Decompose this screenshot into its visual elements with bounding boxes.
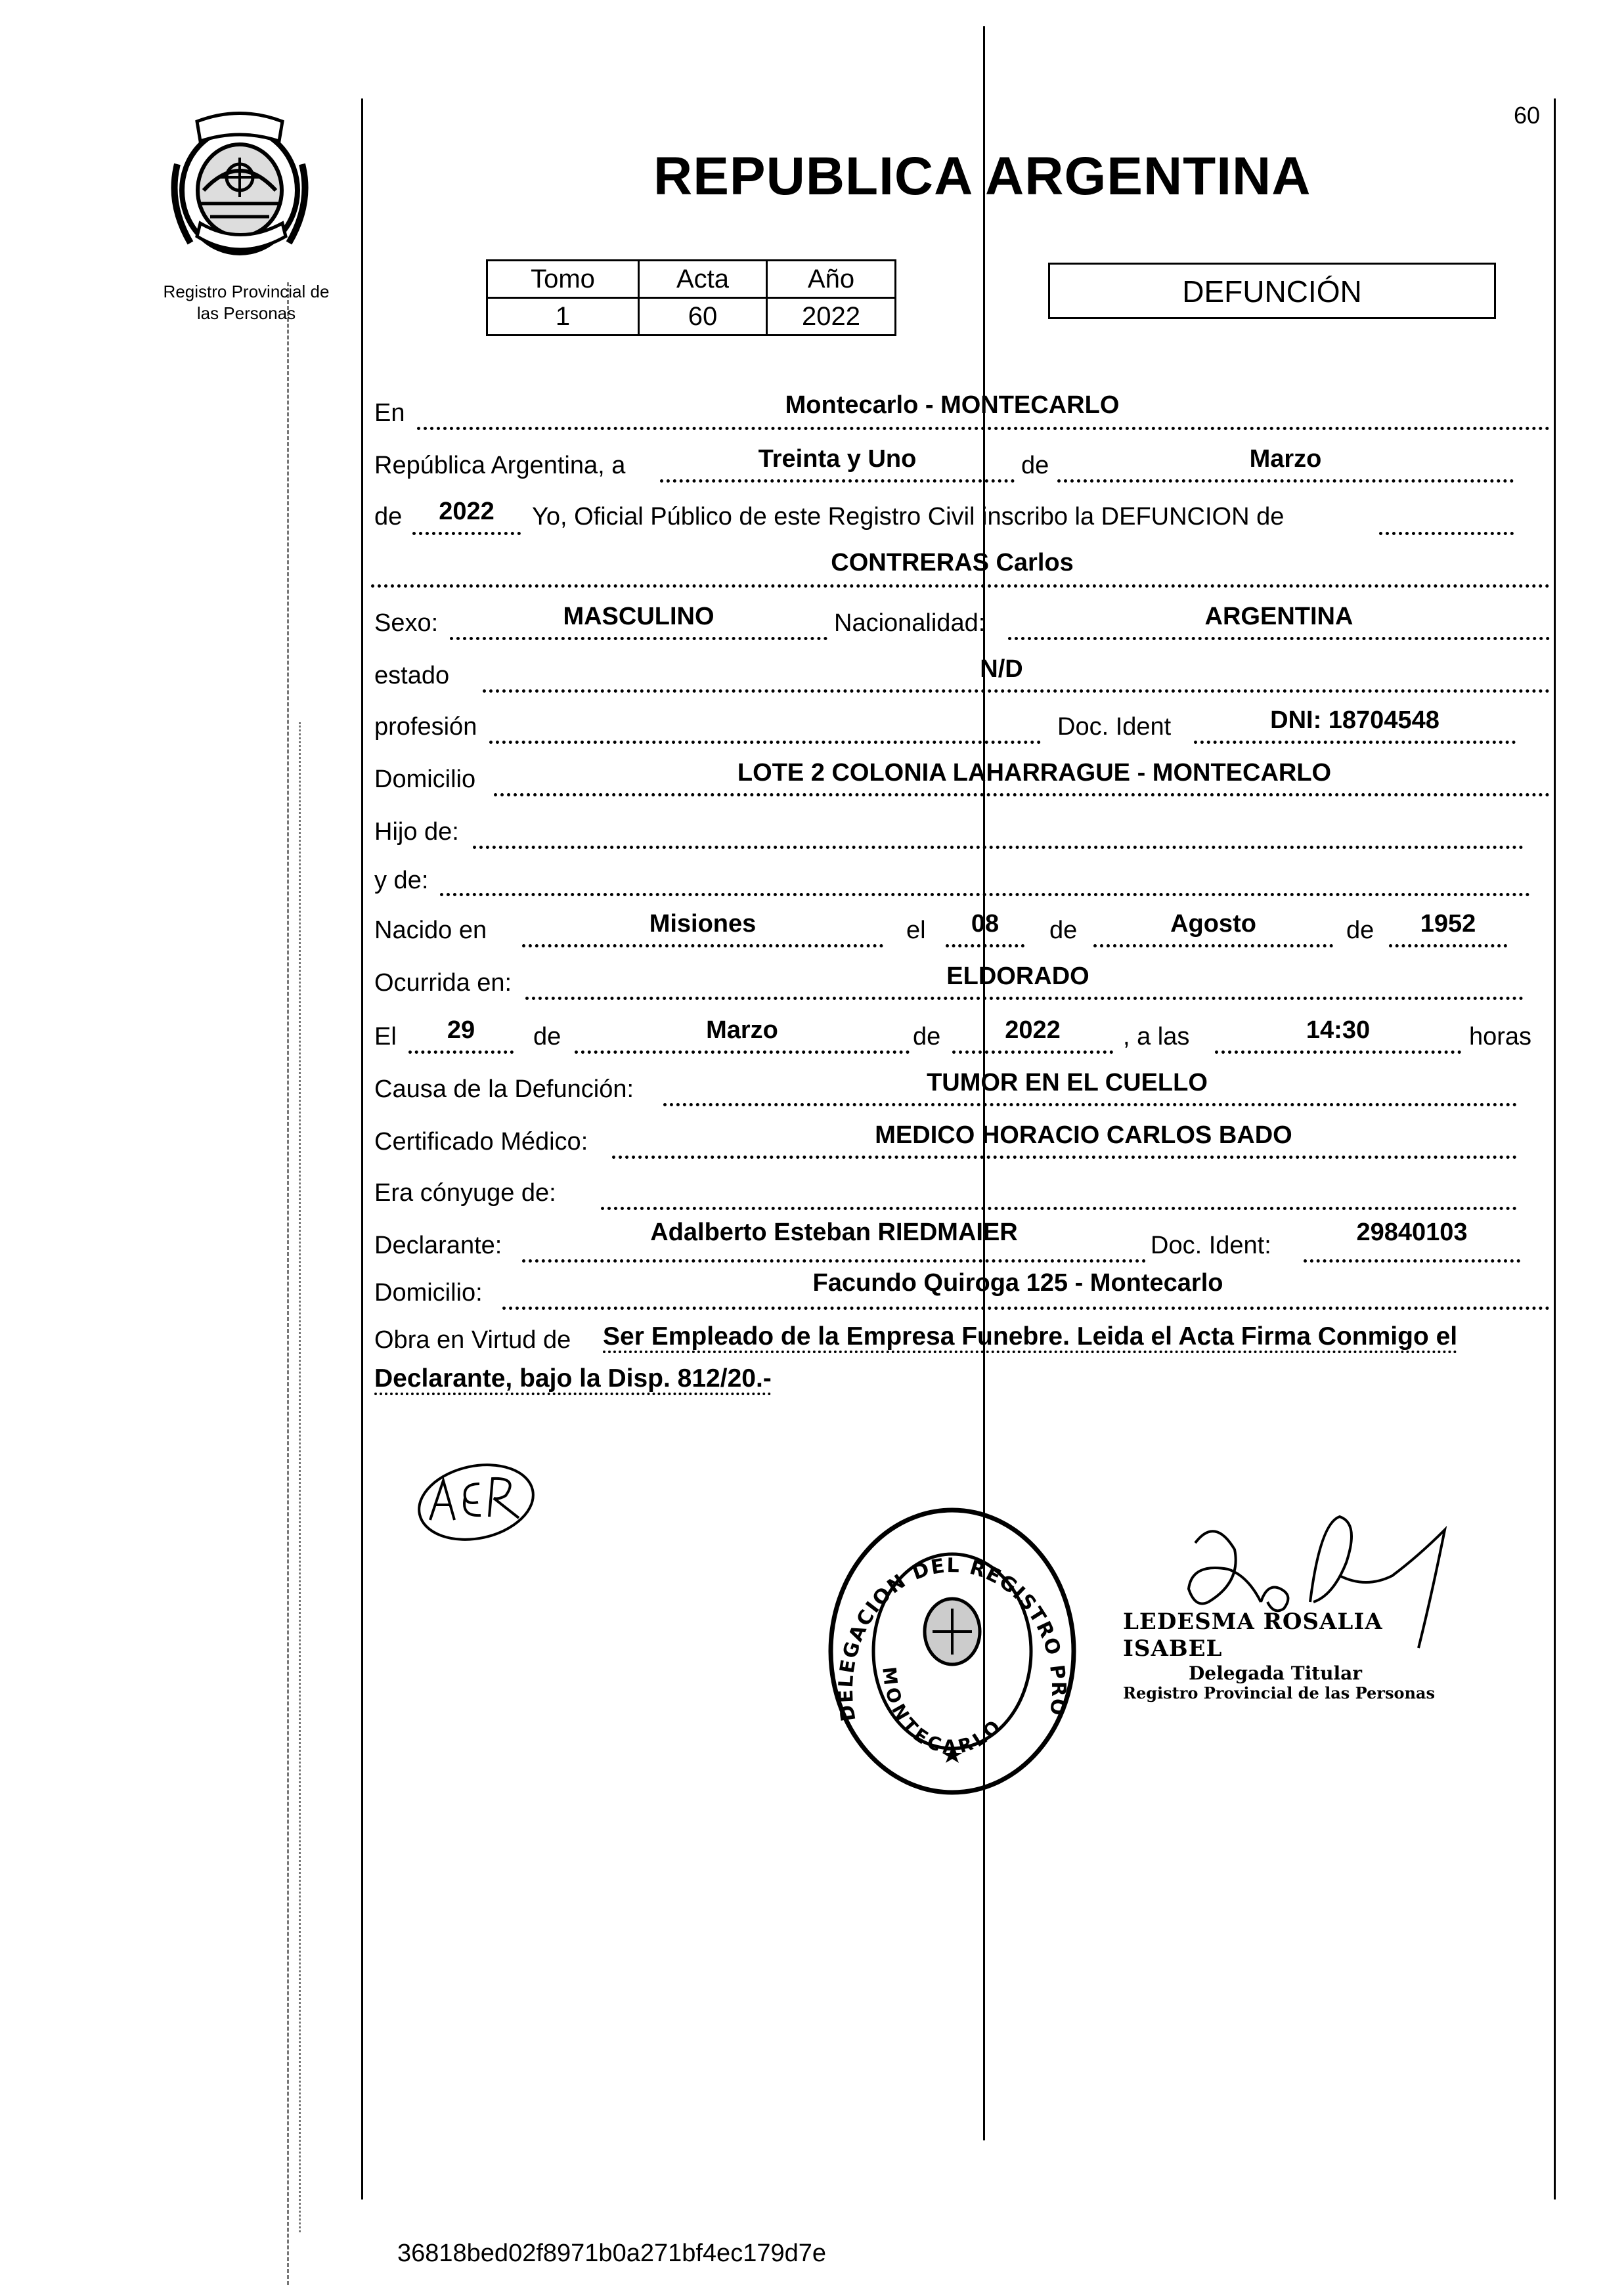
- sexo-value: MASCULINO: [563, 603, 715, 630]
- day-words-value: Treinta y Uno: [758, 445, 917, 473]
- month-value: Marzo: [1249, 445, 1322, 473]
- frame-left-line: [361, 98, 363, 2199]
- frame-right-line: [1554, 98, 1556, 2199]
- muerte-anio-value: 2022: [1005, 1016, 1061, 1044]
- republica-label: República Argentina, a: [374, 452, 626, 479]
- el2-label: El: [374, 1023, 397, 1051]
- declarante-label: Declarante:: [374, 1232, 502, 1259]
- inscribe-text: Yo, Oficial Público de este Registro Civil inscribo la DEFUNCION de: [532, 503, 1285, 531]
- ocurrida-dots: [525, 997, 1524, 1000]
- anio-value: 2022: [767, 298, 896, 336]
- domicilio-value: LOTE 2 COLONIA LAHARRAGUE - MONTECARLO: [737, 759, 1332, 787]
- sexo-label: Sexo:: [374, 609, 439, 637]
- month-dots: [1057, 479, 1514, 483]
- page-number: 60: [1514, 102, 1541, 129]
- record-table: [486, 259, 896, 336]
- tomo-header: Tomo: [487, 261, 639, 298]
- deceased-name: CONTRERAS Carlos: [831, 549, 1074, 576]
- declarante-value: Adalberto Esteban RIEDMAIER: [650, 1219, 1018, 1246]
- handwritten-initials: [414, 1458, 539, 1543]
- el-label: el: [906, 917, 926, 944]
- de-year-label: de: [374, 503, 403, 531]
- official-org: Registro Provincial de las Personas: [1123, 1683, 1435, 1703]
- yde-dots: [440, 893, 1530, 896]
- stamp-city-text: MONTECARLO: [878, 1666, 1008, 1758]
- horas-label: horas: [1469, 1023, 1532, 1051]
- nacido-anio-dots: [1389, 944, 1507, 947]
- certificado-value: MEDICO HORACIO CARLOS BADO: [875, 1121, 1292, 1149]
- year-value: 2022: [439, 498, 495, 525]
- registry-caption-line1: Registro Provincial de: [163, 282, 330, 301]
- nacionalidad-value: ARGENTINA: [1204, 603, 1353, 630]
- nacido-lugar-dots: [522, 944, 883, 947]
- year-dots: [412, 532, 521, 535]
- official-name: LEDESMA ROSALIA ISABEL: [1123, 1609, 1383, 1662]
- hijo-label: Hijo de:: [374, 818, 459, 846]
- nacido-label: Nacido en: [374, 917, 487, 944]
- nacido-mes-dots: [1093, 944, 1333, 947]
- muerte-anio-dots: [952, 1051, 1113, 1054]
- initials-scribble-icon: [414, 1458, 539, 1543]
- nacido-dia-value: 08: [971, 910, 1000, 938]
- doc-label: Doc. Ident: [1057, 713, 1172, 741]
- tomo-value: 1: [487, 298, 639, 336]
- de-mes-label: de: [1049, 917, 1078, 944]
- stamp-ring-text: DELEGACION DEL REGISTRO PRO: [834, 1554, 1070, 1723]
- day-dots: [660, 479, 1015, 483]
- hora-dots: [1215, 1051, 1461, 1054]
- domicilio2-label: Domicilio:: [374, 1279, 483, 1307]
- profesion-dots: [489, 741, 1041, 744]
- causa-value: TUMOR EN EL CUELLO: [927, 1069, 1208, 1096]
- svg-text:MONTECARLO: [878, 1666, 1007, 1758]
- record-type: DEFUNCIÓN: [1182, 274, 1362, 309]
- hijo-dots: [473, 846, 1524, 849]
- yde-label: y de:: [374, 867, 429, 894]
- inscribe-dots: [1379, 532, 1514, 535]
- doc2-value: 29840103: [1356, 1219, 1468, 1246]
- domicilio-dots: [494, 793, 1550, 796]
- nacionalidad-label: Nacionalidad:: [834, 609, 986, 637]
- doc-dots: [1194, 741, 1516, 744]
- anio-header: Año: [767, 261, 896, 298]
- hora-value: 14:30: [1306, 1016, 1371, 1044]
- profesion-label: profesión: [374, 713, 477, 741]
- page-title: REPUBLICA ARGENTINA: [653, 146, 1311, 206]
- official-stamp-text: [1123, 1609, 1478, 1703]
- domicilio-label: Domicilio: [374, 766, 476, 793]
- left-margin-line: [287, 282, 289, 2285]
- de-muerte-anio-label: de: [913, 1023, 941, 1051]
- record-type-box: [1048, 263, 1496, 319]
- alas-label: , a las: [1123, 1023, 1190, 1051]
- document-hash: 36818bed02f8971b0a271bf4ec179d7e: [397, 2240, 826, 2267]
- de-muerte-mes-label: de: [533, 1023, 561, 1051]
- declarante-dots: [522, 1259, 1146, 1263]
- acta-header: Acta: [639, 261, 767, 298]
- doc2-dots: [1304, 1259, 1520, 1263]
- place-value: Montecarlo - MONTECARLO: [785, 391, 1120, 419]
- en-dots: [417, 427, 1550, 430]
- nacido-anio-value: 1952: [1420, 910, 1476, 938]
- doc2-label: Doc. Ident:: [1151, 1232, 1271, 1259]
- en-label: En: [374, 399, 405, 427]
- nacido-lugar-value: Misiones: [649, 910, 757, 938]
- left-edge-marks: [299, 722, 301, 2232]
- sexo-dots: [450, 637, 827, 640]
- de-anio-label: de: [1346, 917, 1374, 944]
- nacido-mes-value: Agosto: [1170, 910, 1256, 938]
- muerte-dia-value: 29: [447, 1016, 475, 1044]
- conyuge-dots: [601, 1207, 1517, 1210]
- name-dots: [371, 584, 1550, 588]
- nacido-dia-dots: [946, 944, 1024, 947]
- muerte-dia-dots: [408, 1051, 514, 1054]
- nacionalidad-dots: [1008, 637, 1550, 640]
- de-label: de: [1021, 452, 1049, 479]
- certificado-dots: [612, 1156, 1517, 1159]
- record-table-values: [487, 298, 896, 336]
- obra-line1: Ser Empleado de la Empresa Funebre. Leida el Acta Firma Conmigo el: [603, 1322, 1458, 1351]
- domicilio2-dots: [502, 1307, 1550, 1310]
- province-seal: [164, 112, 315, 263]
- conyuge-label: Era cónyuge de:: [374, 1179, 556, 1207]
- domicilio2-value: Facundo Quiroga 125 - Montecarlo: [812, 1269, 1223, 1297]
- ocurrida-value: ELDORADO: [946, 963, 1089, 990]
- ocurrida-label: Ocurrida en:: [374, 969, 512, 997]
- obra-line2: Declarante, bajo la Disp. 812/20.-: [374, 1364, 772, 1393]
- estado-label: estado: [374, 662, 450, 689]
- registry-caption: [141, 281, 351, 324]
- official-role: Delegada Titular: [1189, 1662, 1363, 1684]
- certificado-label: Certificado Médico:: [374, 1128, 588, 1156]
- record-table-header: [487, 261, 896, 298]
- muerte-mes-value: Marzo: [706, 1016, 778, 1044]
- causa-dots: [663, 1103, 1517, 1106]
- registry-caption-line2: las Personas: [196, 303, 296, 323]
- seal-emblem-icon: [164, 112, 315, 263]
- estado-value: N/D: [980, 655, 1023, 683]
- acta-value: 60: [639, 298, 767, 336]
- obra-label: Obra en Virtud de: [374, 1326, 571, 1354]
- estado-dots: [483, 689, 1550, 693]
- muerte-mes-dots: [575, 1051, 910, 1054]
- official-stamp: [824, 1504, 1080, 1799]
- doc-value: DNI: 18704548: [1270, 706, 1440, 734]
- causa-label: Causa de la Defunción:: [374, 1075, 634, 1103]
- stamp-oval-icon: [824, 1504, 1080, 1799]
